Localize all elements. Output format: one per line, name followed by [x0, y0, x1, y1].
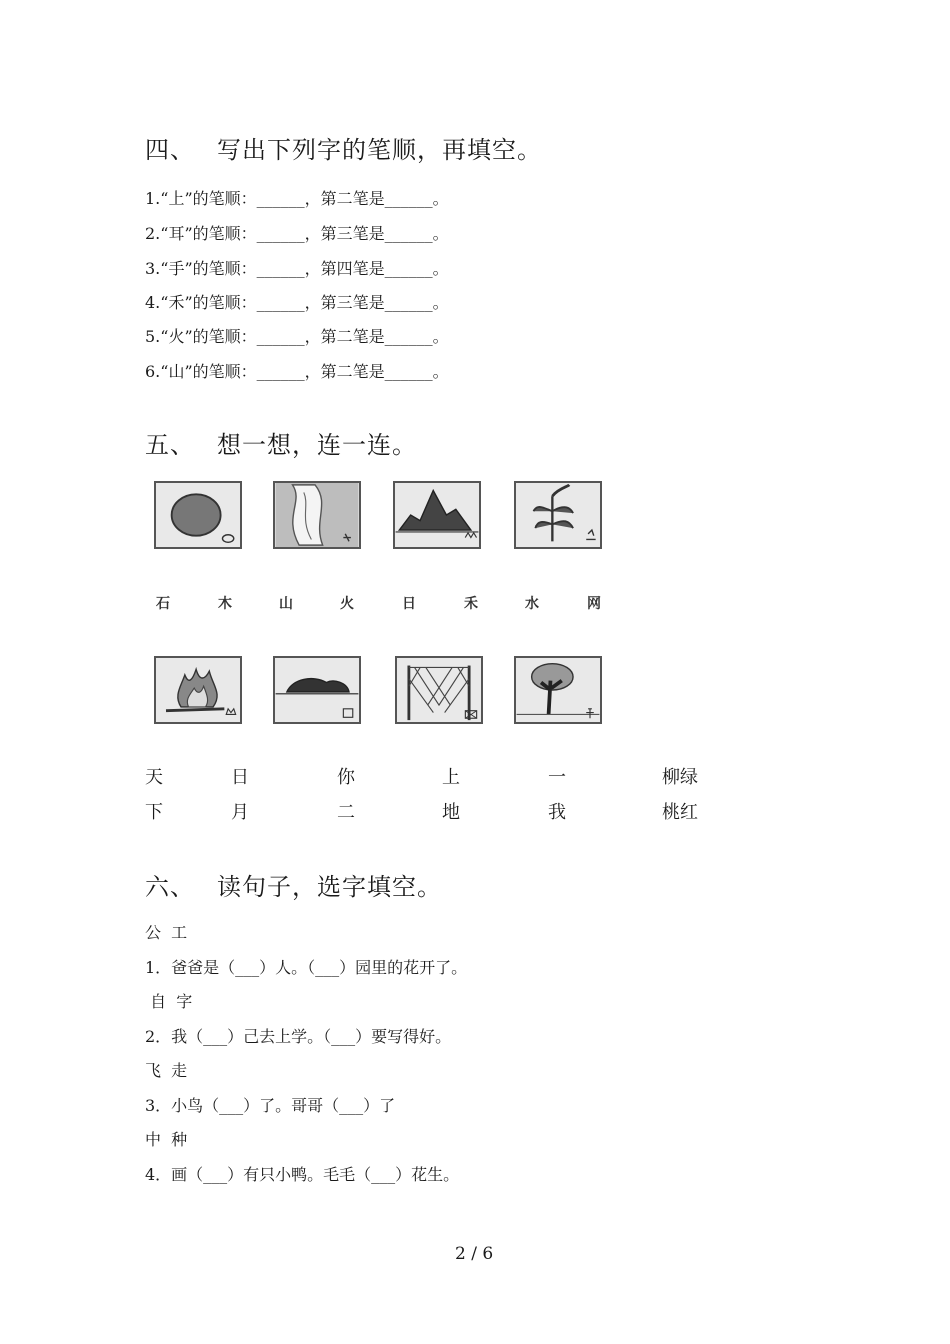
word-row2-er: 二 — [337, 802, 355, 823]
picture-char-fire: 火 — [340, 596, 354, 612]
picture-char-net: 网 — [587, 596, 601, 612]
sun-picture — [154, 481, 242, 549]
stroke-question-4: 4.“禾”的笔顺：______，第三笔是______。 — [145, 293, 449, 312]
word-row2-wo: 我 — [548, 802, 566, 823]
fill-sentence-3: 3．小鸟（___）了。哥哥（___）了 — [145, 1096, 396, 1115]
choice-pair-4: 中 种 — [145, 1130, 188, 1149]
stroke-question-5: 5.“火”的笔顺：______，第二笔是______。 — [145, 327, 449, 346]
fill-sentence-1: 1．爸爸是（___）人。（___）园里的花开了。 — [145, 958, 468, 977]
page-number: 2 / 6 — [455, 1244, 494, 1264]
word-row2-xia: 下 — [145, 802, 163, 823]
picture-char-grain: 禾 — [464, 596, 478, 612]
word-row2-di: 地 — [442, 802, 460, 823]
section-4-heading: 写出下列字的笔顺，再填空。 — [217, 136, 542, 164]
picture-char-mountain: 山 — [279, 596, 293, 612]
section-5-number: 五、 — [145, 431, 195, 459]
word-row2-yue: 月 — [231, 802, 249, 823]
word-row1-ri: 日 — [231, 767, 249, 788]
fire-picture — [154, 656, 242, 724]
tree-picture — [514, 656, 602, 724]
stroke-question-1: 1.“上”的笔顺：______，第二笔是______。 — [145, 189, 449, 208]
section-5-title — [145, 425, 417, 460]
picture-char-sun: 日 — [402, 596, 416, 612]
word-row2-taohong: 桃红 — [662, 802, 698, 823]
stroke-question-6: 6.“山”的笔顺：______，第二笔是______。 — [145, 362, 449, 381]
word-row1-yi: 一 — [548, 767, 566, 788]
section-4-number: 四、 — [145, 136, 195, 164]
picture-char-wood: 木 — [218, 596, 232, 612]
word-row1-tian: 天 — [145, 767, 163, 788]
choice-pair-2: 自 字 — [145, 992, 193, 1011]
section-6-heading: 读句子，选字填空。 — [217, 873, 442, 901]
stroke-question-3: 3.“手”的笔顺：______，第四笔是______。 — [145, 259, 449, 278]
section-6-number: 六、 — [145, 873, 195, 901]
picture-char-water: 水 — [525, 596, 539, 612]
mountain-picture — [393, 481, 481, 549]
word-row1-ni: 你 — [337, 767, 355, 788]
word-row1-shang: 上 — [442, 767, 460, 788]
fill-sentence-4: 4．画（___）有只小鸭。毛毛（___）花生。 — [145, 1165, 460, 1184]
choice-pair-1: 公 工 — [145, 923, 188, 942]
choice-pair-3: 飞 走 — [145, 1061, 188, 1080]
section-4-title — [145, 130, 542, 165]
word-row1-liulv: 柳绿 — [662, 767, 698, 788]
section-6-title — [145, 867, 442, 902]
net-picture — [395, 656, 483, 724]
picture-char-stone: 石 — [156, 596, 170, 612]
section-5-heading: 想一想，连一连。 — [217, 431, 417, 459]
stroke-question-2: 2.“耳”的笔顺：______，第三笔是______。 — [145, 224, 449, 243]
fill-sentence-2: 2．我（___）己去上学。（___）要写得好。 — [145, 1027, 452, 1046]
stone-picture — [273, 656, 361, 724]
water-picture — [273, 481, 361, 549]
grain-picture — [514, 481, 602, 549]
